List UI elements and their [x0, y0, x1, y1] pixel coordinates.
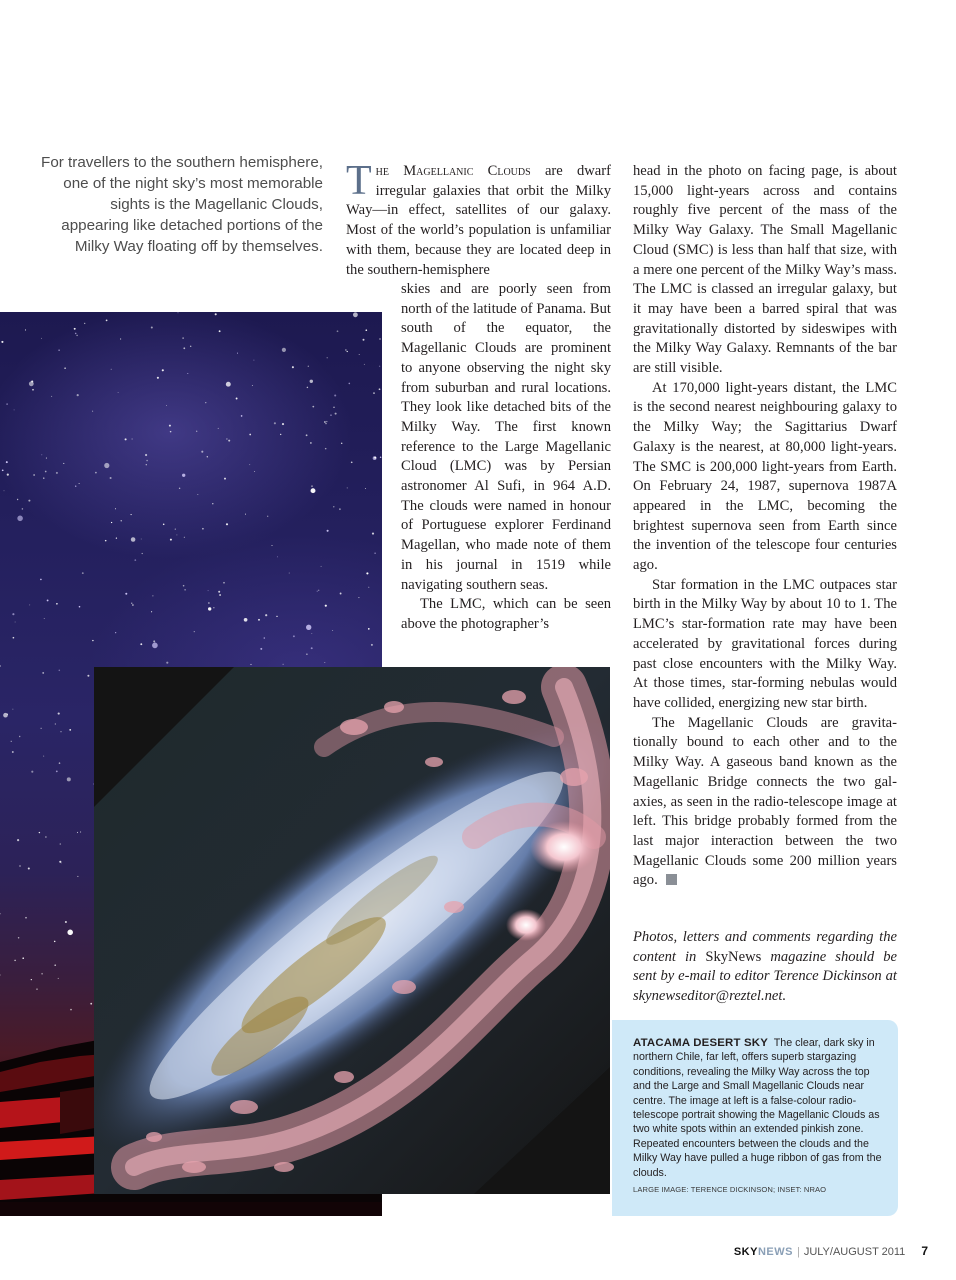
- star: [276, 616, 277, 617]
- star: [308, 366, 309, 367]
- star: [358, 597, 359, 598]
- star: [106, 320, 108, 322]
- caption-heading: ATACAMA DESERT SKY: [633, 1037, 769, 1049]
- star: [325, 605, 327, 607]
- star: [82, 572, 84, 574]
- star: [312, 406, 314, 408]
- paragraph-2-end: head in the photo on facing page, is about 15,000 light-years across and contains roughly five percent of the mass of the Milky Way Galaxy. The Small Magellanic Cloud (SMC) is less than half that size, with a mere one percent of the Milky Way’s mass. The LMC is classed an irregular galaxy, but it may have been a barred spiral that was gravitationally distorted by sideswipes with the Milky Way Galaxy. Remnants of the bar are still visible.: [633, 163, 897, 377]
- footer-brand-sky: SKY: [733, 1246, 758, 1258]
- star: [333, 506, 334, 507]
- star: [18, 937, 20, 939]
- star: [12, 613, 14, 615]
- photo-credit: LARGE IMAGE: TERENCE DICKINSON; INSET: NRAO: [633, 1185, 827, 1195]
- star: [347, 487, 348, 488]
- star: [19, 736, 20, 737]
- star: [170, 539, 172, 541]
- star: [252, 385, 253, 386]
- star: [264, 637, 266, 639]
- star: [183, 347, 185, 349]
- end-mark-icon: [666, 874, 677, 885]
- star: [4, 490, 5, 491]
- star: [6, 403, 8, 405]
- star: [330, 414, 331, 415]
- star: [226, 523, 228, 525]
- star: [76, 335, 78, 337]
- star: [254, 471, 255, 472]
- star: [175, 528, 176, 529]
- pull-quote: For travellers to the southern hemisphere, one of the night sky’s most memorable sights is the Magellanic Clouds, appearing like detached portions of the Milky Way floating off by themselves.: [41, 154, 323, 255]
- star: [182, 337, 183, 338]
- star: [92, 411, 93, 412]
- star: [306, 434, 308, 436]
- star: [56, 603, 58, 605]
- star: [380, 457, 382, 459]
- star: [67, 777, 71, 781]
- star: [353, 312, 358, 317]
- star: [310, 380, 313, 383]
- star: [7, 714, 8, 715]
- star: [104, 463, 109, 468]
- star: [118, 392, 119, 393]
- star: [2, 469, 4, 471]
- star: [321, 566, 322, 567]
- star: [364, 364, 365, 365]
- star: [41, 454, 42, 455]
- star: [226, 382, 231, 387]
- star: [134, 559, 136, 561]
- article-column-1-wide: [346, 158, 612, 280]
- star: [77, 832, 78, 833]
- star: [292, 366, 294, 368]
- star: [311, 647, 313, 649]
- star: [283, 664, 284, 665]
- star: [39, 832, 40, 833]
- star: [1, 341, 3, 343]
- star: [166, 662, 168, 664]
- star: [111, 369, 112, 370]
- star: [59, 670, 61, 672]
- star: [145, 454, 147, 456]
- star: [265, 614, 267, 616]
- article-column-2: [633, 162, 897, 891]
- star: [51, 396, 52, 397]
- star: [349, 383, 351, 385]
- star: [152, 595, 153, 596]
- star: [178, 312, 179, 313]
- star: [374, 552, 375, 553]
- star: [55, 723, 56, 724]
- star: [41, 728, 42, 729]
- star: [334, 394, 336, 396]
- footer-brand-news: NEWS: [757, 1246, 793, 1258]
- page-footer: SKYNEWS | JULY/AUGUST 2011 7: [733, 1244, 928, 1258]
- star: [372, 533, 374, 535]
- star: [260, 648, 262, 650]
- star: [368, 628, 370, 630]
- star: [31, 771, 33, 773]
- star: [169, 425, 171, 427]
- star: [40, 579, 42, 581]
- star: [28, 867, 30, 869]
- star: [105, 540, 107, 542]
- star: [75, 486, 76, 487]
- footer-issue: JULY/AUGUST 2011: [803, 1246, 906, 1258]
- star: [306, 625, 311, 630]
- star: [25, 917, 27, 919]
- star: [43, 756, 44, 757]
- star: [208, 607, 211, 610]
- star: [325, 448, 327, 450]
- star: [241, 415, 243, 417]
- star: [218, 428, 219, 429]
- star: [306, 653, 308, 655]
- star: [146, 460, 148, 462]
- star: [311, 633, 312, 634]
- star: [77, 876, 78, 877]
- star: [184, 537, 185, 538]
- star: [15, 622, 16, 623]
- star: [379, 366, 380, 367]
- star: [215, 313, 217, 315]
- star: [54, 941, 56, 943]
- star: [339, 508, 341, 510]
- star: [224, 478, 226, 480]
- star: [120, 338, 121, 339]
- star: [58, 350, 59, 351]
- star: [58, 713, 60, 715]
- star: [326, 421, 327, 422]
- star: [379, 338, 380, 339]
- lead-in: he Magellanic Clouds: [375, 163, 531, 179]
- star: [197, 494, 198, 495]
- star: [277, 556, 278, 557]
- star: [63, 463, 64, 464]
- star: [157, 377, 159, 379]
- star: [17, 839, 19, 841]
- star: [32, 389, 34, 391]
- star: [236, 398, 238, 400]
- star: [363, 339, 365, 341]
- star: [146, 464, 147, 465]
- star: [271, 545, 272, 546]
- star: [341, 443, 342, 444]
- radio-telescope-inset: [94, 667, 610, 1194]
- star: [47, 599, 49, 601]
- star: [184, 589, 186, 591]
- star: [84, 323, 85, 324]
- star: [373, 392, 375, 394]
- star: [202, 528, 204, 530]
- paragraph-1-wide: are dwarf irregular galaxies that orbit the Milky Way—in effect, satellites of our galaxy. Most of the world’s population is unfamiliar with them, because they are located deep in the southern-hemisphere: [346, 163, 612, 278]
- star: [14, 409, 15, 410]
- drop-cap: T: [346, 158, 372, 204]
- star: [345, 349, 346, 350]
- magellanic-clouds-radio-image: [94, 667, 610, 1194]
- star: [28, 500, 30, 502]
- page-number: 7: [921, 1244, 928, 1258]
- star: [166, 405, 167, 406]
- star: [223, 582, 225, 584]
- paragraph-4: Star formation in the LMC outpaces star birth in the Milky Way by about 10 to 1. The LMC’s star-formation rate may have been accelerated by gravitational forces during past close encounters with the Milky Way. At those times, star-forming nebulas would have collided, energizing new star birth.: [633, 576, 897, 711]
- star: [110, 477, 112, 479]
- star: [307, 387, 309, 389]
- paragraph-1-continued: skies and are poorly seen from north of the latitude of Panama. But south of the equator, the Magellanic Clouds are prominent to anyone observing the night sky from suburban and rural locations. They look like detached bits of the Milky Way. The first known reference to the Large Magellanic Cloud (LMC) was by Persian astronomer Al Sufi, in 964 A.D. The clouds were named in honour of Portuguese explorer Ferdinand Magellan, who made note of them in his journal in 1519 while navigating southern seas.: [401, 281, 611, 593]
- star: [64, 367, 66, 369]
- star: [179, 488, 180, 489]
- star: [311, 488, 316, 493]
- photo-caption: [612, 1020, 898, 1216]
- star: [151, 611, 152, 612]
- star: [258, 619, 260, 621]
- star: [340, 593, 342, 595]
- lmc-spot: [530, 821, 598, 873]
- star: [327, 530, 329, 532]
- star: [282, 423, 284, 425]
- star: [365, 488, 366, 489]
- star: [293, 635, 295, 637]
- star: [228, 440, 230, 442]
- star: [237, 353, 238, 354]
- star: [208, 590, 209, 591]
- star: [153, 640, 155, 642]
- magazine-name: SkyNews: [705, 948, 762, 965]
- star: [374, 457, 376, 459]
- star: [170, 431, 172, 433]
- star: [333, 407, 334, 408]
- star: [208, 602, 209, 603]
- star: [182, 474, 185, 477]
- star: [213, 607, 214, 608]
- star: [125, 593, 127, 595]
- star: [41, 338, 42, 339]
- smc-spot: [506, 909, 546, 941]
- star: [33, 474, 35, 476]
- star: [212, 503, 213, 504]
- star: [115, 508, 116, 509]
- star: [115, 632, 116, 633]
- star: [151, 326, 153, 328]
- star: [187, 373, 188, 374]
- star: [87, 675, 89, 677]
- star: [111, 522, 112, 523]
- star: [95, 472, 97, 474]
- contact-note: Photos, letters and comments regarding the content in SkyNews magazine should be sent by e-mail to editor Terence Dickinson at skynewseditor@reztel.net.: [633, 929, 897, 1005]
- star: [183, 585, 185, 587]
- star: [196, 431, 197, 432]
- star: [205, 402, 206, 403]
- star: [325, 423, 326, 424]
- star: [379, 388, 381, 390]
- star: [0, 913, 1, 914]
- star: [337, 330, 339, 332]
- star: [74, 328, 76, 330]
- star: [132, 604, 134, 606]
- star: [79, 483, 80, 484]
- star: [207, 456, 208, 457]
- star: [249, 464, 250, 465]
- star: [140, 643, 142, 645]
- star: [327, 357, 328, 358]
- star: [244, 618, 248, 622]
- star: [77, 394, 79, 396]
- star: [61, 731, 62, 732]
- paragraph-5: The Magellanic Clouds are gravitationally bound to each other and to the Milky Way. A gaseous band known as the Magellanic Bridge connects the two galaxies, as seen in the radio-telescope image at left. This bridge probably formed from the last major interaction between the two Magellanic Clouds some 200 million years ago.: [633, 714, 897, 889]
- paragraph-2-start: The LMC, which can be seen above the photographer’s: [401, 596, 611, 632]
- star: [11, 741, 12, 742]
- star: [92, 640, 93, 641]
- star: [56, 472, 58, 474]
- star: [280, 434, 281, 435]
- star: [218, 591, 220, 593]
- star: [163, 524, 165, 526]
- star: [12, 709, 13, 710]
- star: [60, 843, 62, 845]
- article-column-1-narrow: [401, 280, 611, 635]
- star: [368, 587, 369, 588]
- star: [311, 485, 313, 487]
- star: [152, 643, 158, 649]
- star: [19, 865, 21, 867]
- star: [29, 604, 30, 605]
- star: [142, 553, 143, 554]
- caption-text: The clear, dark sky in northern Chile, far left, offers superb stargazing conditions, revealing the Milky Way across the top and the Large and Small Magellanic Clouds near centre. The image at left is a false-colour radio-telescope portrait showing the Magellanic Clouds as two white spots within an extended pinkish zone. Repeated encounters between the clouds and the Milky Way have pulled a huge ribbon of gas from the clouds.: [633, 1037, 882, 1179]
- star: [131, 514, 132, 515]
- star: [0, 665, 1, 667]
- star: [12, 751, 14, 753]
- star: [274, 422, 276, 424]
- star: [219, 330, 221, 332]
- star: [45, 471, 47, 473]
- star: [162, 369, 164, 371]
- star: [201, 451, 203, 453]
- star: [324, 662, 325, 663]
- star: [131, 603, 132, 604]
- star: [42, 672, 44, 674]
- star: [17, 499, 18, 500]
- star: [69, 729, 71, 731]
- star: [245, 514, 246, 515]
- star: [67, 930, 73, 936]
- star: [61, 862, 62, 863]
- star: [80, 831, 81, 832]
- star: [75, 333, 77, 335]
- star: [6, 461, 8, 463]
- star: [194, 631, 195, 632]
- star: [371, 644, 373, 646]
- star: [310, 442, 311, 443]
- star: [132, 438, 133, 439]
- star: [44, 618, 45, 619]
- star: [226, 438, 227, 439]
- star: [43, 477, 44, 478]
- star: [324, 421, 326, 423]
- star: [25, 329, 26, 330]
- star: [249, 434, 251, 436]
- star: [267, 516, 268, 517]
- star: [317, 591, 318, 592]
- star: [121, 520, 122, 521]
- star: [116, 537, 117, 538]
- star: [13, 637, 15, 639]
- star: [253, 360, 254, 361]
- star: [347, 351, 348, 352]
- star: [289, 573, 290, 574]
- star: [65, 921, 67, 923]
- star: [56, 771, 58, 773]
- star: [7, 474, 9, 476]
- star: [22, 508, 24, 510]
- star: [282, 348, 286, 352]
- star: [45, 836, 47, 838]
- star: [141, 539, 142, 540]
- star: [59, 762, 61, 764]
- star: [190, 346, 191, 347]
- star: [125, 438, 127, 440]
- star: [31, 380, 33, 382]
- star: [365, 329, 367, 331]
- star: [17, 516, 23, 522]
- star: [351, 461, 353, 463]
- star: [359, 354, 360, 355]
- star: [79, 606, 81, 608]
- star: [366, 572, 368, 574]
- star: [332, 630, 333, 631]
- star: [3, 713, 8, 718]
- star: [219, 594, 221, 596]
- paragraph-3: At 170,000 light-years distant, the LMC is the second nearest neighbouring galaxy to the Milky Way; the Sagittarius Dwarf Galaxy is the nearest, at 80,000 light-years. The SMC is 200,000 light-years from Earth. On February 24, 1987, supernova 1987A appeared in the LMC, becoming the brightest supernova seen from Earth since the invention of the telescope four centuries ago.: [633, 379, 897, 574]
- star: [131, 537, 136, 542]
- star: [46, 458, 47, 459]
- star: [335, 413, 337, 415]
- star: [176, 534, 177, 535]
- star: [250, 664, 251, 665]
- star: [318, 590, 319, 591]
